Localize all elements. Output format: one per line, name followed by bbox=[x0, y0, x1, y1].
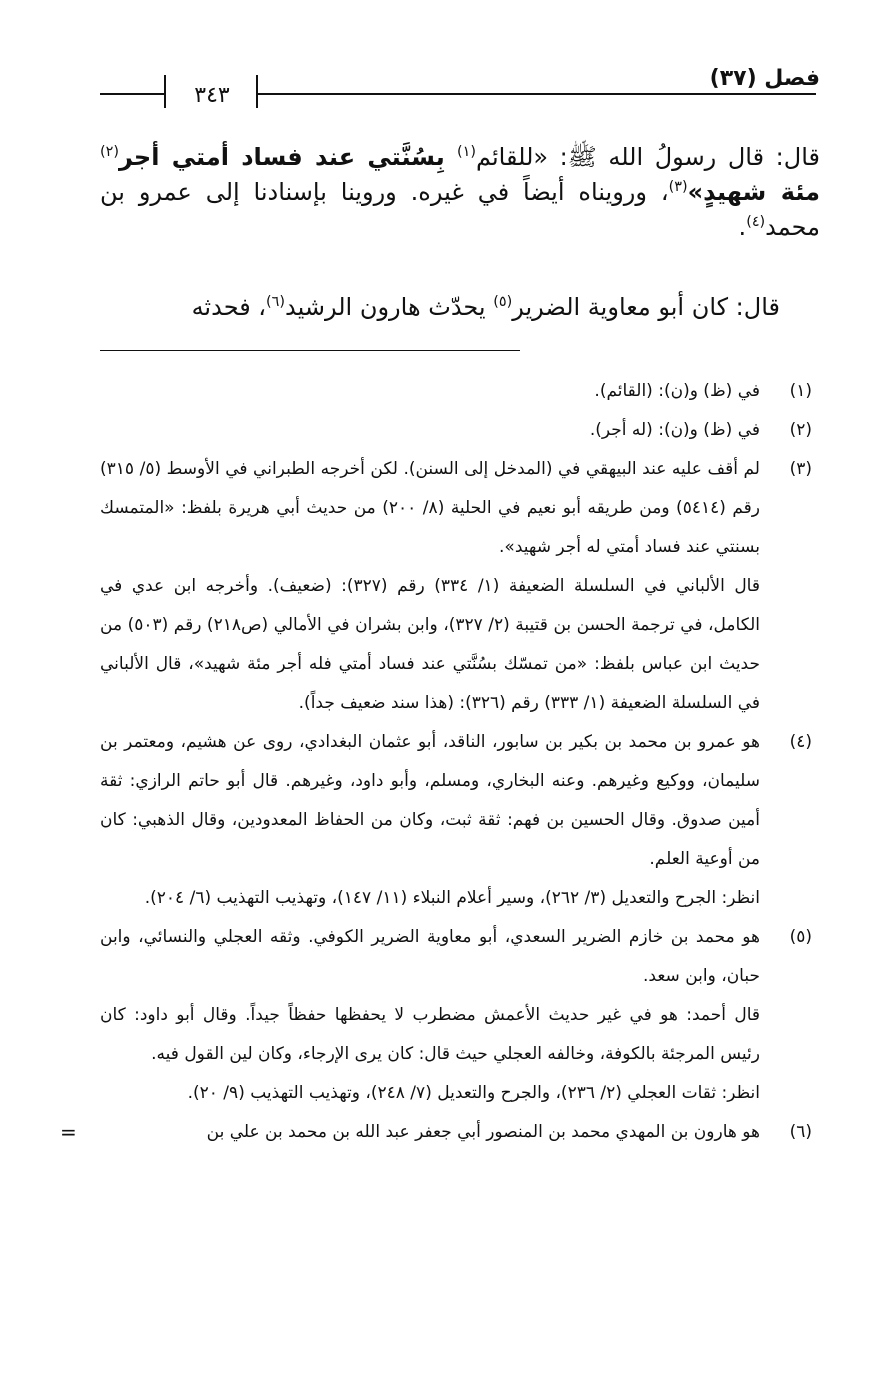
footnote-2: (٢) في (ظ) و(ن): (له أجر). bbox=[100, 411, 812, 450]
header-rule-left bbox=[100, 93, 164, 95]
footnote-ref-5: (٥) bbox=[493, 294, 513, 310]
footnote-ref-3: (٣) bbox=[668, 178, 688, 195]
footnote-6: (٦) هو هارون بن المهدي محمد بن المنصور أبي جعفر عبد الله بن محمد بن علي بن = bbox=[100, 1113, 812, 1152]
footnote-ref-4: (٤) bbox=[746, 213, 766, 230]
chapter-title: فصل (٣٧) bbox=[709, 66, 820, 91]
footnote-5: (٥) هو محمد بن خازم الضرير السعدي، أبو معاوية الضرير الكوفي. وثقه العجلي والنسائي، وابن حبان، وابن سعد. قال أحمد: هو في غير حديث الأعمش مضطرب لا يحفظها حفظاً جيداً. وقال أبو داود: كان رئيس المرجئة بالكوفة، وخالفه العجلي حيث قال: كان يرى الإرجاء، وكان لين القول فيه. انظر: ثقات العجلي (٢/ ٢٣٦)، والجرح والتعديل (٧/ ٢٤٨)، وتهذيب التهذيب (٩/ ٢٠). bbox=[100, 918, 812, 1113]
footnote-number: (٢) bbox=[789, 420, 812, 440]
main-paragraph-1: قال: قال رسولُ الله ﷺ: «للقائم$^{(١)}$ بِسُنَّتي عند فساد أمتي أجر$^{(٢)}$ مئة شهيدٍ»$^{(٣)}$، ورويناه أيضاً في غيره. وروينا بإسنادنا إلى عمرو بن محمد$^{(٤)}$. bbox=[100, 143, 820, 241]
footnote-number: (٤) bbox=[789, 732, 812, 752]
footnote-number: (٥) bbox=[789, 927, 812, 947]
footnote-3: (٣) لم أقف عليه عند البيهقي في (المدخل إلى السنن). لكن أخرجه الطبراني في الأوسط (٥/ ٣١٥) رقم (٥٤١٤) ومن طريقه أبو نعيم في الحلية (٨/ ٢٠٠) من حديث أبي هريرة بلفظ: «المتمسك بسنتي عند فساد أمتي له أجر شهيد». قال الألباني في السلسلة الضعيفة (١/ ٣٣٤) رقم (٣٢٧): (ضعيف). وأخرجه ابن عدي في الكامل، في ترجمة الحسن بن قتيبة (٢/ ٣٢٧)، وابن بشران في الأمالي (ص٢١٨) رقم (٥٠٣) من حديث ابن عباس بلفظ: «من تمسّك بسُنَّتي عند فساد أمتي فله أجر مئة شهيد»، قال الألباني في السلسلة الضعيفة (١/ ٣٣٣) رقم (٣٢٦): (هذا سند ضعيف جداً). bbox=[100, 450, 812, 723]
footnote-1: (١) في (ظ) و(ن): (القائم). bbox=[100, 372, 812, 411]
main-paragraph-2: قال: كان أبو معاوية الضرير$^{(٥)}$ يحدّث هارون الرشيد$^{(٦)}$، فحدثه bbox=[191, 293, 780, 321]
page-number: ٣٤٣ bbox=[194, 83, 230, 108]
header-rule-tick-left bbox=[164, 75, 166, 108]
footnote-ref-1: (١) bbox=[457, 144, 477, 160]
footnote-ref-2: (٢) bbox=[100, 144, 119, 160]
footnote-number: (٣) bbox=[789, 459, 812, 479]
continuation-mark: = bbox=[60, 1120, 77, 1144]
footnotes bbox=[60, 372, 812, 1152]
footnote-separator bbox=[100, 350, 520, 351]
header-rule-tick-right bbox=[256, 75, 258, 108]
footnote-ref-6: (٦) bbox=[266, 294, 286, 310]
header-rule-right bbox=[256, 93, 816, 95]
footnote-number: (١) bbox=[789, 381, 812, 401]
footnote-4: (٤) هو عمرو بن محمد بن بكير بن سابور، الناقد، أبو عثمان البغدادي، روى عن هشيم، ومعتمر بن سليمان، ووكيع وغيرهم. وعنه البخاري، ومسلم، وأبو داود، وغيرهم. قال أبو حاتم الرازي: ثقة أمين صدوق. وقال الحسين بن فهم: ثقة ثبت، وكان من الحفاظ المعدودين، وقال الذهبي: كان من أوعية العلم. انظر: الجرح والتعديل (٣/ ٢٦٢)، وسير أعلام النبلاء (١١/ ١٤٧)، وتهذيب التهذيب (٦/ ٢٠٤). bbox=[100, 723, 812, 918]
footnote-number: (٦) bbox=[789, 1122, 812, 1142]
